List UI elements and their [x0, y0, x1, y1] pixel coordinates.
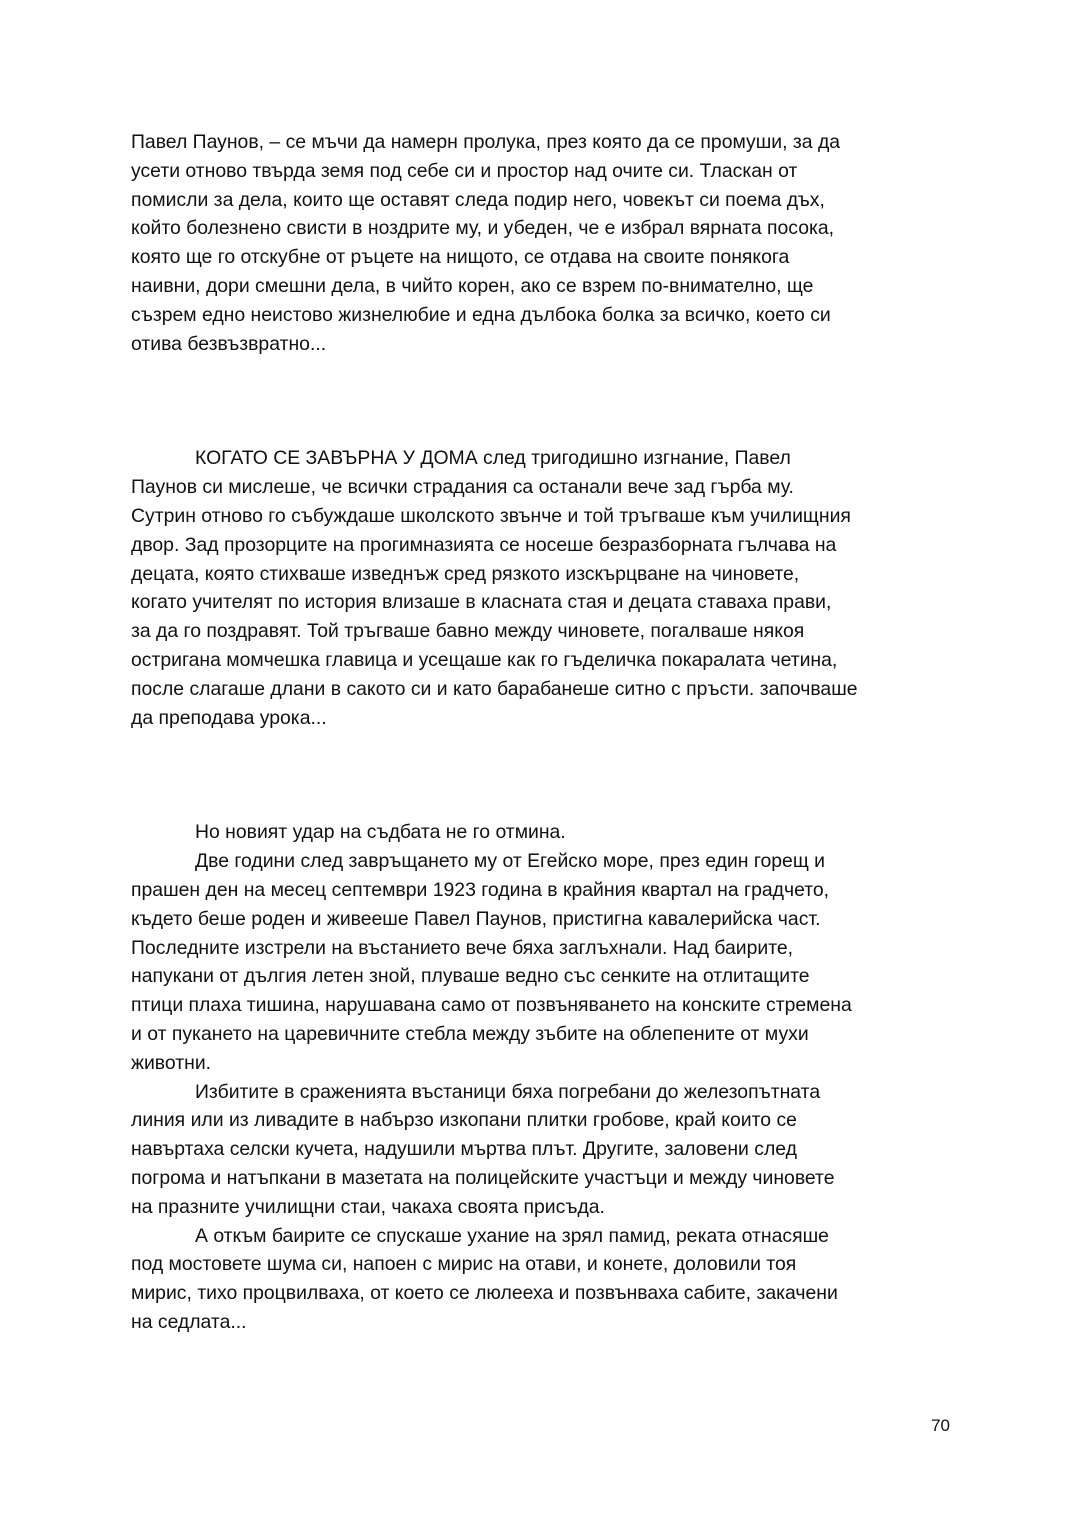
section-gap — [131, 732, 957, 818]
text-line: отива безвъзвратно... — [131, 332, 327, 355]
text-line: погрома и натъпкани в мазетата на полицейските участъци и между чиновете — [131, 1166, 835, 1189]
text-line: където беше роден и живееше Павел Паунов, пристигна кавалерийска част. — [131, 907, 821, 930]
page-body — [131, 128, 957, 1337]
text-line: наивни, дори смешни дела, в чийто корен, ако се взрем по-внимателно, ще — [131, 274, 814, 297]
paragraph-2 — [131, 444, 957, 732]
text-line: който болезнено свисти в ноздрите му, и убеден, че е избрал вярната посока, — [131, 217, 835, 240]
text-line: децата, която стихваше изведнъж сред рязкото изскърцване на чиновете, — [131, 562, 800, 585]
text-line: на празните училищни стаи, чакаха своята присъда. — [131, 1195, 605, 1218]
text-line: Две години след завръщането му от Егейско море, през един горещ и — [195, 850, 826, 873]
section-gap — [131, 358, 957, 444]
paragraph-4 — [131, 847, 957, 1077]
paragraph-5 — [131, 1078, 957, 1222]
text-line: птици плаха тишина, нарушавана само от позвъняването на конските стремена — [131, 994, 852, 1017]
text-line: усети отново твърда земя под себе си и простор над очите си. Тласкан от — [131, 159, 798, 182]
text-line: на седлата... — [131, 1310, 247, 1333]
text-line: после слагаше длани в сакото си и като барабанеше ситно с пръсти. започваше — [131, 677, 858, 700]
paragraph-1 — [131, 128, 957, 358]
text-line: под мостовете шума си, напоен с мирис на отави, и конете, доловили тоя — [131, 1253, 797, 1276]
text-line: Последните изстрели на въстанието вече бяха заглъхнали. Над баирите, — [131, 936, 794, 959]
text-line: КОГАТО СЕ ЗАВЪРНА У ДОМА след тригодишно изгнание, Павел — [195, 447, 791, 470]
text-line: Но новият удар на съдбата не го отмина. — [195, 821, 566, 844]
text-line: животни. — [131, 1051, 212, 1074]
text-line: прашен ден на месец септември 1923 година в крайния квартал на градчето, — [131, 878, 830, 901]
text-line: Сутрин отново го събуждаше школското звънче и той тръгваше към училищния — [131, 504, 851, 527]
page-number: 70 — [931, 1416, 950, 1435]
text-line: помисли за дела, които ще оставят следа подир него, човекът си поема дъх, — [131, 188, 825, 211]
text-line: напукани от дългия летен зной, плуваше ведно със сенките на отлитащите — [131, 965, 810, 988]
text-line: когато учителят по история влизаше в класната стая и децата ставаха прави, — [131, 591, 832, 614]
text-line: която ще го отскубне от ръцете на нищото, се отдава на своите понякога — [131, 246, 790, 269]
paragraph-6 — [131, 1222, 957, 1337]
text-line: навъртаха селски кучета, надушили мъртва плът. Другите, заловени след — [131, 1138, 797, 1161]
text-line: двор. Зад прозорците на прогимназията се носеше безразборната гълчава на — [131, 533, 837, 556]
text-line: Паунов си мислеше, че всички страдания са останали вече зад гърба му. — [131, 476, 794, 499]
text-line: Павел Паунов, – се мъчи да намерн пролука, през която да се промуши, за да — [131, 131, 841, 153]
text-line: съзрем едно неистово жизнелюбие и една дълбока болка за всичко, което си — [131, 303, 831, 326]
text-line: да преподава урока... — [131, 706, 327, 729]
text-line: А откъм баирите се спускаше ухание на зрял памид, реката отнасяше — [195, 1224, 829, 1247]
paragraph-3 — [131, 818, 957, 847]
text-line: Избитите в сраженията въстаници бяха погребани до железопътната — [195, 1080, 821, 1103]
text-line: остригана момчешка главица и усещаше как го гъделичка покаралата четина, — [131, 648, 838, 671]
text-line: и от пукането на царевичните стебла между зъбите на облепените от мухи — [131, 1022, 809, 1045]
text-line: мирис, тихо процвилваха, от което се люлееха и позвънваха сабите, закачени — [131, 1282, 838, 1305]
text-line: линия или из ливадите в набързо изкопани плитки гробове, край които се — [131, 1109, 797, 1132]
text-line: за да го поздравят. Той тръгваше бавно между чиновете, погалваше някоя — [131, 620, 805, 643]
